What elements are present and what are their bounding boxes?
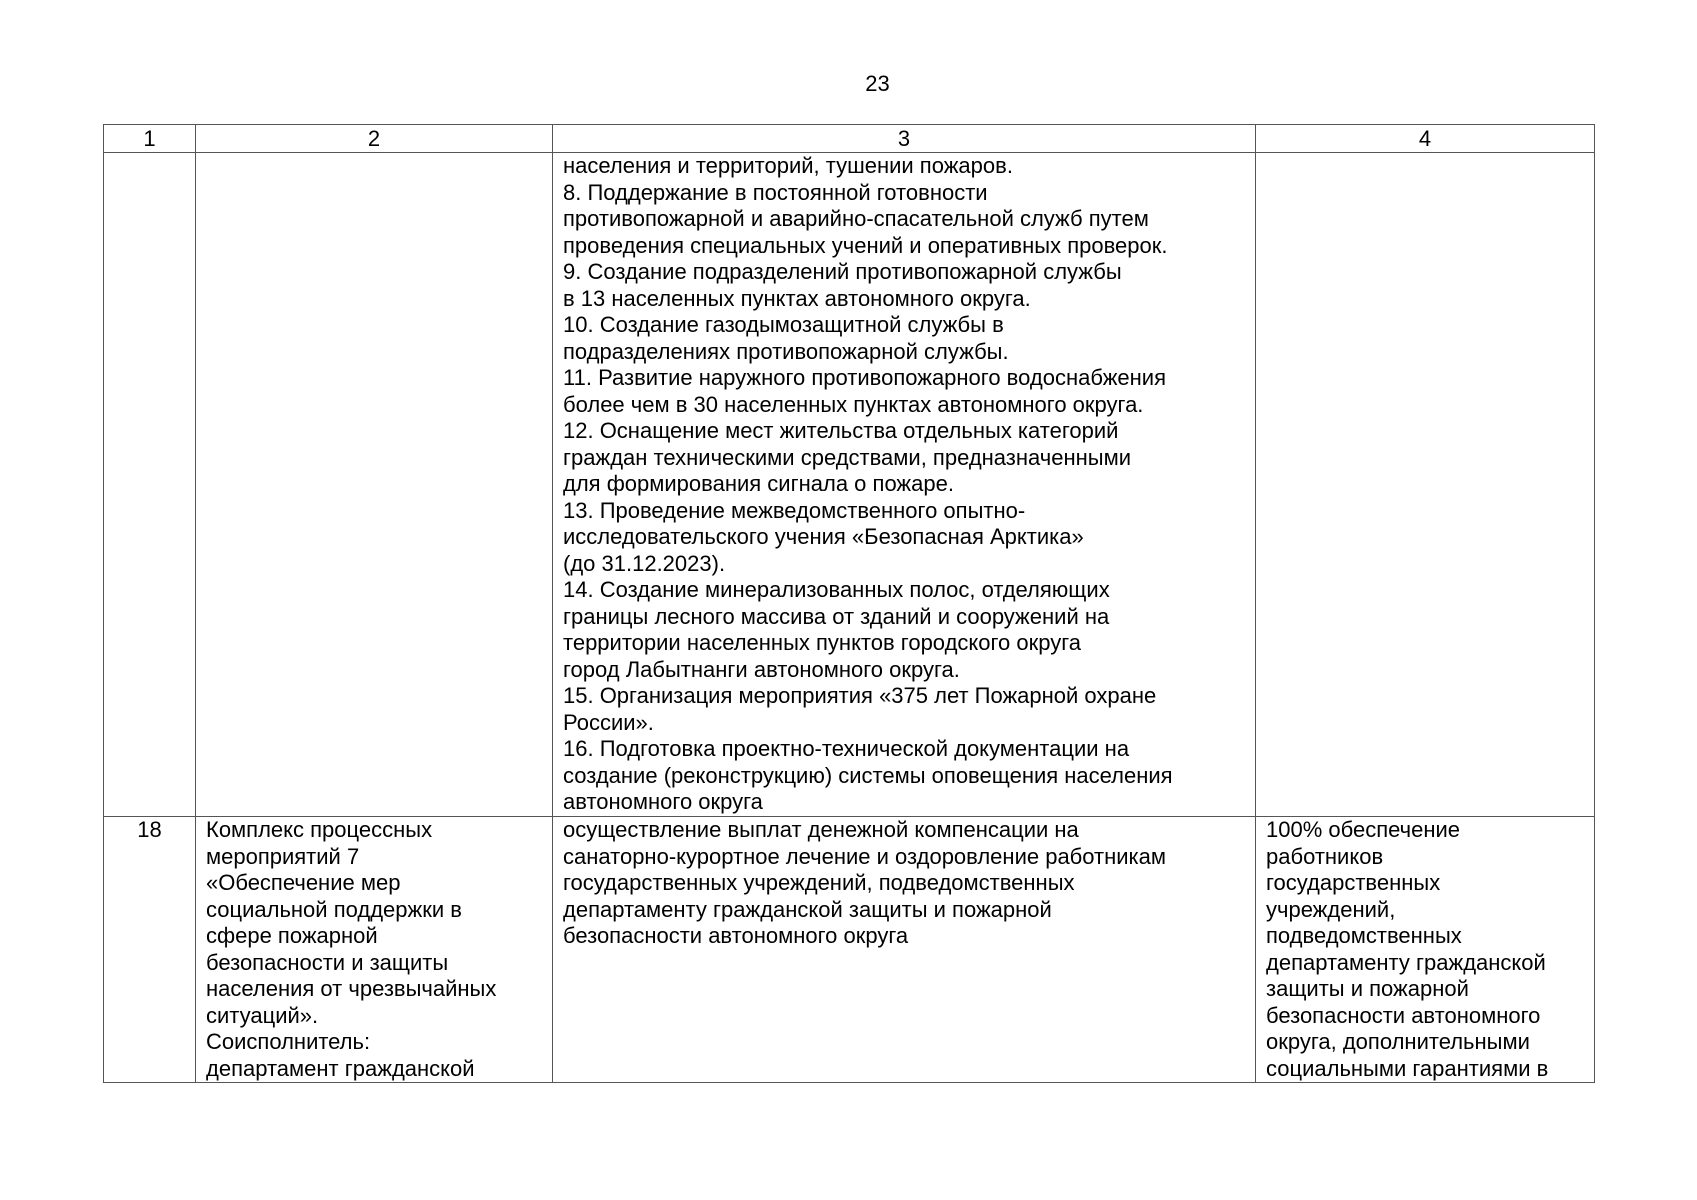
text-line: безопасности автономного [1266,1002,1541,1028]
measure-tasks-text [563,817,1245,950]
measure-result-cell [1256,153,1595,817]
text-line: 15. Организация мероприятия «375 лет Пожарной охране [563,683,1157,708]
table-row-continuation [104,153,1595,817]
page-number: 23 [865,71,890,96]
text-line: мероприятий 7 [206,843,360,869]
measures-table [103,124,1595,1083]
measure-tasks-cell [553,153,1256,817]
text-line: ситуаций». [206,1002,319,1028]
text-line: безопасности и защиты [206,949,449,975]
text-line: границы лесного массива от зданий и сооружений на [563,603,1110,629]
text-line: город Лабытнанги автономного округа. [563,656,960,682]
text-line: в 13 населенных пунктах автономного округа. [563,285,1031,311]
text-line: санаторно-курортное лечение и оздоровление работникам [563,843,1167,869]
text-line: 14. Создание минерализованных полос, отделяющих [563,577,1110,602]
measure-tasks-text [563,153,1245,816]
text-line: территории населенных пунктов городского округа [563,630,1082,655]
text-line: округа, дополнительными [1266,1029,1530,1054]
text-line: сфере пожарной [206,923,378,948]
row-number-cell: 18 [104,817,196,1083]
text-line: исследовательского учения «Безопасная Арктика» [563,524,1084,549]
text-line: департаменту гражданской [1266,949,1546,975]
measure-result-cell [1256,817,1595,1083]
text-line: Соисполнитель: [206,1029,371,1054]
measure-result-text [1266,817,1584,1082]
text-line: для формирования сигнала о пожаре. [563,471,954,496]
text-line: создание (реконструкцию) системы оповещения населения [563,762,1173,788]
text-line: подведомственных [1266,923,1462,948]
column-header-1: 1 [104,125,196,153]
column-header-4: 4 [1256,125,1595,153]
measure-name-cell [196,817,553,1083]
text-line: 16. Подготовка проектно-технической документации на [563,736,1130,761]
text-line: автономного округа [563,789,763,814]
text-line: учреждений, [1266,896,1396,922]
text-line: 12. Оснащение мест жительства отдельных категорий [563,418,1119,443]
text-line: 100% обеспечение [1266,817,1460,842]
text-line: населения от чрезвычайных [206,976,497,1001]
text-line: 10. Создание газодымозащитной службы в [563,312,1004,337]
text-line: департамент гражданской [206,1055,475,1081]
table-row-18 [104,817,1595,1083]
text-line: департаменту гражданской защиты и пожарной [563,896,1052,922]
text-line: «Обеспечение мер [206,870,401,895]
text-line: социальной поддержки в [206,896,462,922]
column-header-3: 3 [553,125,1256,153]
text-line: России». [563,709,654,735]
text-line: проведения специальных учений и оперативных проверок. [563,232,1168,258]
text-line: социальными гарантиями в [1266,1055,1549,1081]
text-line: Комплекс процессных [206,817,433,842]
text-line: подразделениях противопожарной службы. [563,338,1009,364]
measure-name-cell [196,153,553,817]
column-header-2: 2 [196,125,553,153]
text-line: 13. Проведение межведомственного опытно- [563,497,1026,523]
text-line: безопасности автономного округа [563,923,909,948]
measure-name-text [206,817,542,1082]
table-header-row [104,125,1595,153]
text-line: государственных [1266,870,1441,895]
measure-tasks-cell [553,817,1256,1083]
text-line: 11. Развитие наружного противопожарного водоснабжения [563,365,1166,390]
text-line: (до 31.12.2023). [563,550,726,576]
text-line: населения и территорий, тушении пожаров. [563,153,1013,178]
text-line: противопожарной и аварийно-спасательной служб путем [563,206,1149,231]
text-line: государственных учреждений, подведомственных [563,870,1075,895]
text-line: граждан техническими средствами, предназначенными [563,444,1132,470]
text-line: работников [1266,843,1384,869]
text-line: осуществление выплат денежной компенсации на [563,817,1079,842]
text-line: защиты и пожарной [1266,976,1469,1001]
row-number-cell [104,153,196,817]
text-line: 8. Поддержание в постоянной готовности [563,179,988,205]
text-line: 9. Создание подразделений противопожарной службы [563,259,1122,284]
text-line: более чем в 30 населенных пунктах автономного округа. [563,391,1144,417]
